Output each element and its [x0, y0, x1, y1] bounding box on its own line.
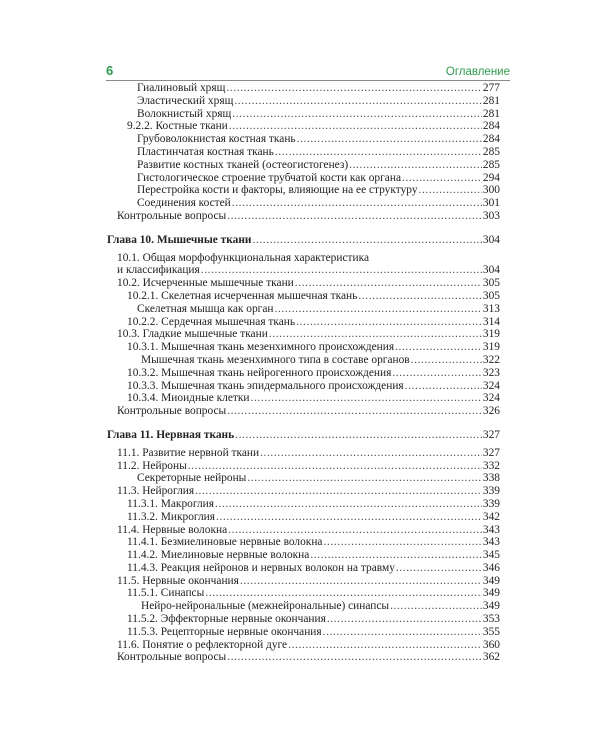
toc-entry[interactable]: [107, 146, 500, 159]
toc-entry-page: 343: [482, 523, 500, 536]
dot-leader: [323, 626, 482, 639]
toc-entry-page: 338: [482, 472, 500, 485]
toc-entry[interactable]: [107, 447, 500, 460]
dot-leader: [260, 447, 482, 460]
toc-entry-label: Нейро-нейрональные (межнейрональные) синапсы: [141, 600, 390, 613]
toc-entry[interactable]: [107, 316, 500, 329]
toc-entry-label: 10.3. Гладкие мышечные ткани: [117, 328, 268, 341]
dot-leader: [234, 95, 482, 108]
toc-entry[interactable]: [107, 354, 500, 367]
toc-entry-page: 362: [482, 651, 500, 664]
dot-leader: [247, 472, 482, 485]
toc-entry-page: 281: [482, 107, 500, 120]
toc-entry-page: 301: [482, 197, 500, 210]
toc-entry-page: 355: [482, 625, 500, 638]
toc-entry-label: Гиалиновый хрящ: [137, 82, 226, 94]
toc-entry-page: 281: [482, 94, 500, 107]
toc-entry-label: Контрольные вопросы: [117, 651, 227, 664]
toc-entry-page: 313: [482, 302, 500, 315]
toc-entry[interactable]: [107, 303, 500, 316]
toc-entry-label: Контрольные вопросы: [117, 209, 227, 222]
toc-entry-label: Контрольные вопросы: [117, 405, 227, 418]
toc-entry-label: 11.4.2. Миелиновые нервные волокна: [127, 549, 310, 562]
toc-chapter-entry[interactable]: [107, 234, 500, 247]
toc-entry[interactable]: [107, 82, 500, 95]
toc-entry[interactable]: [107, 485, 500, 498]
toc-entry-page: 324: [482, 392, 500, 405]
toc-entry-page: 345: [482, 549, 500, 562]
running-header: [106, 62, 510, 81]
toc-entry-page: 349: [482, 574, 500, 587]
toc-entry[interactable]: [107, 290, 500, 303]
dot-leader: [310, 549, 482, 562]
toc-entry-label: Соединения костей: [137, 197, 231, 210]
dot-leader: [227, 651, 482, 664]
toc-entry-page: 326: [482, 405, 500, 418]
toc-entry-page: 323: [482, 366, 500, 379]
toc-entry-label: 11.5.2. Эффекторные нервные окончания: [127, 613, 326, 626]
toc-entry[interactable]: [107, 472, 500, 485]
toc-entry[interactable]: [107, 651, 500, 664]
dot-leader: [232, 108, 482, 121]
toc-entry[interactable]: [107, 172, 500, 185]
page-number: 6: [106, 63, 114, 78]
toc-entry-page: 304: [482, 264, 500, 277]
toc-entry-page: 304: [482, 233, 500, 246]
dot-leader: [405, 380, 482, 393]
toc-entry[interactable]: [107, 341, 500, 354]
dot-leader: [297, 133, 482, 146]
dot-leader: [226, 82, 482, 95]
toc-entry-label: 11.2. Нейроны: [117, 459, 187, 472]
toc-entry-page: 353: [482, 613, 500, 626]
toc-entry[interactable]: [107, 108, 500, 121]
toc-entry-label: 10.1. Общая морфофункциональная характеристика: [117, 251, 370, 264]
toc-entry-label: 10.3.2. Мышечная ткань нейрогенного происхождения: [127, 366, 392, 379]
dot-leader: [205, 587, 482, 600]
dot-leader: [232, 197, 482, 210]
toc-entry[interactable]: [107, 184, 500, 197]
toc-entry[interactable]: [107, 252, 500, 265]
toc-entry-page: 327: [482, 428, 500, 441]
dot-leader: [402, 172, 482, 185]
toc-entry-page: 332: [482, 459, 500, 472]
toc-entry-label: Глава 11. Нервная ткань: [107, 428, 235, 441]
toc-entry-label: 11.3.2. Микроглия: [127, 510, 216, 523]
dot-leader: [323, 536, 481, 549]
toc-entry[interactable]: [107, 328, 500, 341]
toc-entry-page: 346: [482, 561, 500, 574]
dot-leader: [358, 290, 482, 303]
toc-entry-page: 284: [482, 133, 500, 146]
toc-entry-label: Скелетная мышца как орган: [137, 302, 274, 315]
toc-entry[interactable]: [107, 626, 500, 639]
toc-entry-page: 294: [482, 171, 500, 184]
dot-leader: [411, 354, 482, 367]
dot-leader: [396, 562, 482, 575]
toc-entry-label: 10.3.3. Мышечная ткань эпидермального происхождения: [127, 379, 404, 392]
toc-entry-page: 339: [482, 497, 500, 510]
toc-entry-label: 9.2.2. Костные ткани: [127, 120, 228, 133]
toc-entry-label: 10.2. Исчерченные мышечные ткани: [117, 277, 294, 290]
toc-entry-label: Эластический хрящ: [137, 94, 234, 107]
toc-entry[interactable]: [107, 600, 500, 613]
dot-leader: [201, 264, 482, 277]
dot-leader: [392, 367, 482, 380]
toc-entry-page: 277: [482, 82, 500, 94]
toc-entry-label: 11.5.1. Синапсы: [127, 587, 205, 600]
toc-entry[interactable]: [107, 95, 500, 108]
toc-entry-page: 285: [482, 158, 500, 171]
toc-entry-label: 10.3.1. Мышечная ткань мезенхимного происхождения: [127, 341, 395, 354]
toc-entry-label: 11.4. Нервные волокна: [117, 523, 228, 536]
toc-entry-page: 305: [482, 289, 500, 302]
dot-leader: [275, 146, 482, 159]
toc-entry-label: 10.3.4. Миоидные клетки: [127, 392, 250, 405]
toc-entry[interactable]: [107, 587, 500, 600]
toc-entry-label: 11.3. Нейроглия: [117, 485, 195, 498]
toc-entry[interactable]: [107, 613, 500, 626]
toc-entry-label: 10.2.1. Скелетная исчерченная мышечная ткань: [127, 289, 358, 302]
toc-entry[interactable]: [107, 460, 500, 473]
dot-leader: [215, 498, 482, 511]
dot-leader: [251, 392, 482, 405]
toc-entry-label: 10.2.2. Сердечная мышечная ткань: [127, 315, 296, 328]
toc-entry-page: 319: [482, 328, 500, 341]
toc-entry-page: 349: [482, 587, 500, 600]
toc-entry-label: 11.6. Понятие о рефлекторной дуге: [117, 638, 288, 651]
toc-entry[interactable]: [107, 264, 500, 277]
dot-leader: [269, 328, 482, 341]
toc-entry[interactable]: [107, 392, 500, 405]
toc-entry-page: 339: [482, 485, 500, 498]
toc-entry-page: 303: [482, 209, 500, 222]
toc-entry[interactable]: [107, 159, 500, 172]
dot-leader: [188, 460, 482, 473]
toc-entry[interactable]: [107, 549, 500, 562]
toc-entry-label: Гистологическое строение трубчатой кости как органа: [137, 171, 401, 184]
toc-entry-label: 11.5. Нервные окончания: [117, 574, 239, 587]
dot-leader: [390, 600, 482, 613]
toc-entry[interactable]: [107, 197, 500, 210]
toc-entry[interactable]: [107, 380, 500, 393]
toc-entry[interactable]: [107, 498, 500, 511]
toc-entry-page: 342: [482, 510, 500, 523]
dot-leader: [195, 485, 482, 498]
toc-entry[interactable]: [107, 524, 500, 537]
toc-entry[interactable]: [107, 562, 500, 575]
toc-entry[interactable]: [107, 133, 500, 146]
toc-entry-label: Развитие костных тканей (остеогистогенез): [137, 158, 349, 171]
toc-entry[interactable]: [107, 120, 500, 133]
toc-entry-label: и классификация: [117, 264, 200, 277]
toc-entry-label: Волокнистый хрящ: [137, 107, 232, 120]
toc-entry-page: 343: [482, 536, 500, 549]
toc-entry-page: 285: [482, 145, 500, 158]
toc-entry-label: 11.4.3. Реакция нейронов и нервных волокон на травму: [127, 561, 395, 574]
toc-entry-label: Пластинчатая костная ткань: [137, 145, 274, 158]
toc-entry-label: Глава 10. Мышечные ткани: [107, 233, 252, 246]
toc-entry-label: Грубоволокнистая костная ткань: [137, 133, 296, 146]
toc-entry-page: 349: [482, 600, 500, 613]
dot-leader: [327, 613, 482, 626]
toc-chapter-entry[interactable]: [107, 429, 500, 442]
toc-entry[interactable]: [107, 536, 500, 549]
dot-leader: [216, 511, 482, 524]
toc-entry-page: 360: [482, 638, 500, 651]
toc-entry-label: Перестройка кости и факторы, влияющие на ее структуру: [137, 184, 418, 197]
table-of-contents: [107, 82, 500, 664]
toc-entry-page: 322: [482, 353, 500, 366]
dot-leader: [288, 639, 482, 652]
toc-entry[interactable]: [107, 367, 500, 380]
dot-leader: [229, 120, 482, 133]
dot-leader: [395, 341, 482, 354]
toc-entry-page: 305: [482, 277, 500, 290]
dot-leader: [296, 316, 482, 329]
toc-entry[interactable]: [107, 639, 500, 652]
toc-entry[interactable]: [107, 405, 500, 418]
toc-entry-label: Секреторные нейроны: [137, 472, 247, 485]
toc-entry-page: 314: [482, 315, 500, 328]
dot-leader: [252, 234, 481, 247]
dot-leader: [295, 277, 482, 290]
dot-leader: [235, 429, 482, 442]
toc-entry-page: 327: [482, 446, 500, 459]
toc-entry-label: 11.1. Развитие нервной ткани: [117, 446, 260, 459]
toc-entry-label: Мышечная ткань мезенхимного типа в составе органов: [141, 353, 410, 366]
toc-entry-label: 11.5.3. Рецепторные нервные окончания: [127, 625, 322, 638]
dot-leader: [227, 210, 482, 223]
dot-leader: [419, 184, 482, 197]
toc-entry[interactable]: [107, 575, 500, 588]
toc-entry-page: 300: [482, 184, 500, 197]
dot-leader: [240, 575, 482, 588]
dot-leader: [228, 524, 482, 537]
toc-entry-page: 319: [482, 341, 500, 354]
toc-entry-label: 11.4.1. Безмиелиновые нервные волокна: [127, 536, 323, 549]
toc-entry[interactable]: [107, 210, 500, 223]
dot-leader: [227, 405, 482, 418]
dot-leader: [349, 159, 482, 172]
section-title: Оглавление: [445, 66, 510, 78]
toc-entry[interactable]: [107, 277, 500, 290]
dot-leader: [275, 303, 482, 316]
toc-entry-label: 11.3.1. Макроглия: [127, 497, 214, 510]
toc-entry-page: 284: [482, 120, 500, 133]
toc-entry-page: 324: [482, 379, 500, 392]
toc-entry[interactable]: [107, 511, 500, 524]
